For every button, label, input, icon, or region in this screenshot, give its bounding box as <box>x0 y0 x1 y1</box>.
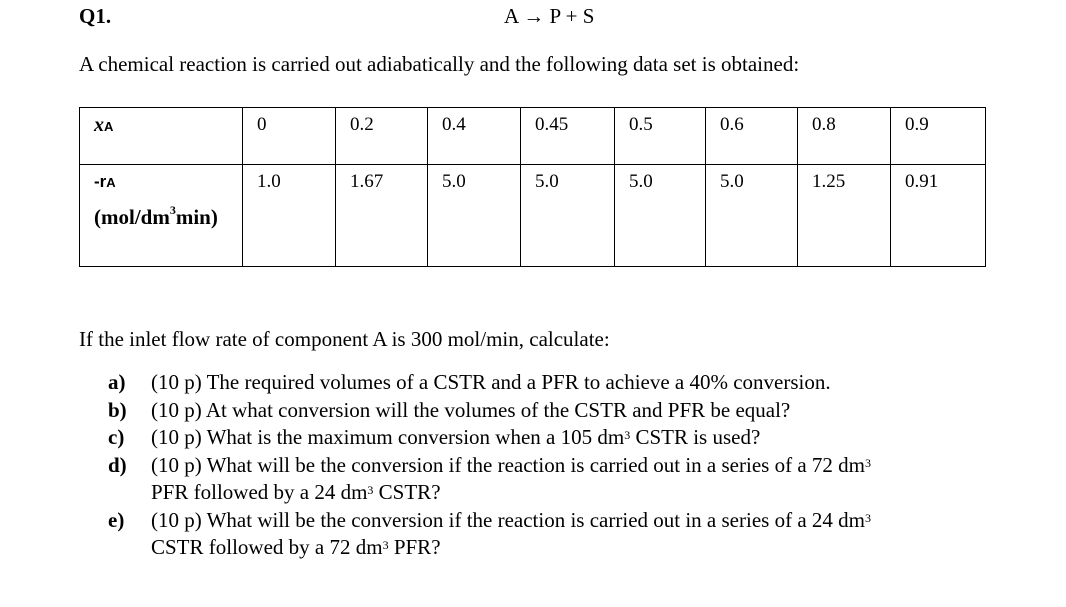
data-table <box>79 107 986 267</box>
table-cell: 0.2 <box>336 108 428 165</box>
table-cell: 5.0 <box>521 165 615 267</box>
part-text-end: CSTR? <box>373 480 441 504</box>
table-cell: 0.9 <box>891 108 986 165</box>
part-text-cont: CSTR is used? <box>630 425 761 449</box>
part-text: (10 p) The required volumes of a CSTR and a PFR to achieve a 40% conversion. <box>151 370 831 394</box>
part-text-cont: CSTR followed by a 72 dm <box>151 535 383 559</box>
table-cell: 5.0 <box>706 165 798 267</box>
conversion-label: xA <box>80 108 243 165</box>
table-row-rate <box>80 165 986 267</box>
table-cell: 5.0 <box>428 165 521 267</box>
rate-label: -rA $(mol/dm^3\min)$ <box>80 165 243 267</box>
superscript: 3 <box>624 428 631 442</box>
table-row-conversion <box>80 108 986 165</box>
superscript: 3 <box>864 510 871 525</box>
table-cell: 0 <box>243 108 336 165</box>
table-cell: 0.4 <box>428 108 521 165</box>
table-cell: 1.67 <box>336 165 428 267</box>
part-b <box>108 397 1008 425</box>
question-number: Q1. <box>79 4 112 28</box>
part-text-cont: PFR followed by a 24 dm <box>151 480 368 504</box>
part-letter: b) <box>108 397 127 422</box>
part-d <box>108 452 1008 507</box>
part-text: (10 p) At what conversion will the volumes of the CSTR and PFR be equal? <box>151 397 791 422</box>
part-text: (10 p) What will be the conversion if the reaction is carried out in a series of a 24 dm <box>151 507 865 532</box>
table-cell: 1.0 <box>243 165 336 267</box>
table-cell: 0.8 <box>798 108 891 165</box>
part-letter: e) <box>108 507 125 532</box>
table-cell: 0.5 <box>615 108 706 165</box>
part-text: (10 p) What is the maximum conversion when a 105 dm <box>151 425 625 449</box>
table-cell: 1.25 <box>798 165 891 267</box>
table-cell: 0.6 <box>706 108 798 165</box>
superscript: 3 <box>864 455 871 470</box>
table-cell: 5.0 <box>615 165 706 267</box>
part-e <box>108 507 1008 562</box>
part-letter: a) <box>108 370 126 394</box>
table-cell: 0.45 <box>521 108 615 165</box>
part-a <box>108 369 1008 397</box>
part-text: (10 p) What will be the conversion if the reaction is carried out in a series of a 72 dm <box>151 452 865 477</box>
table-cell: 0.91 <box>891 165 986 267</box>
part-letter: d) <box>108 452 127 477</box>
superscript: 3 <box>382 538 389 552</box>
intro-text: A chemical reaction is carried out adiabatically and the following data set is obtained: <box>79 52 800 76</box>
question-parts <box>108 369 1008 562</box>
superscript: 3 <box>367 483 374 497</box>
part-c <box>108 424 1008 452</box>
reaction-equation: A → P + S <box>504 4 595 28</box>
prompt-text: If the inlet flow rate of component A is 300 mol/min, calculate: <box>79 327 610 351</box>
part-text-end: PFR? <box>388 535 441 559</box>
part-letter: c) <box>108 425 125 449</box>
